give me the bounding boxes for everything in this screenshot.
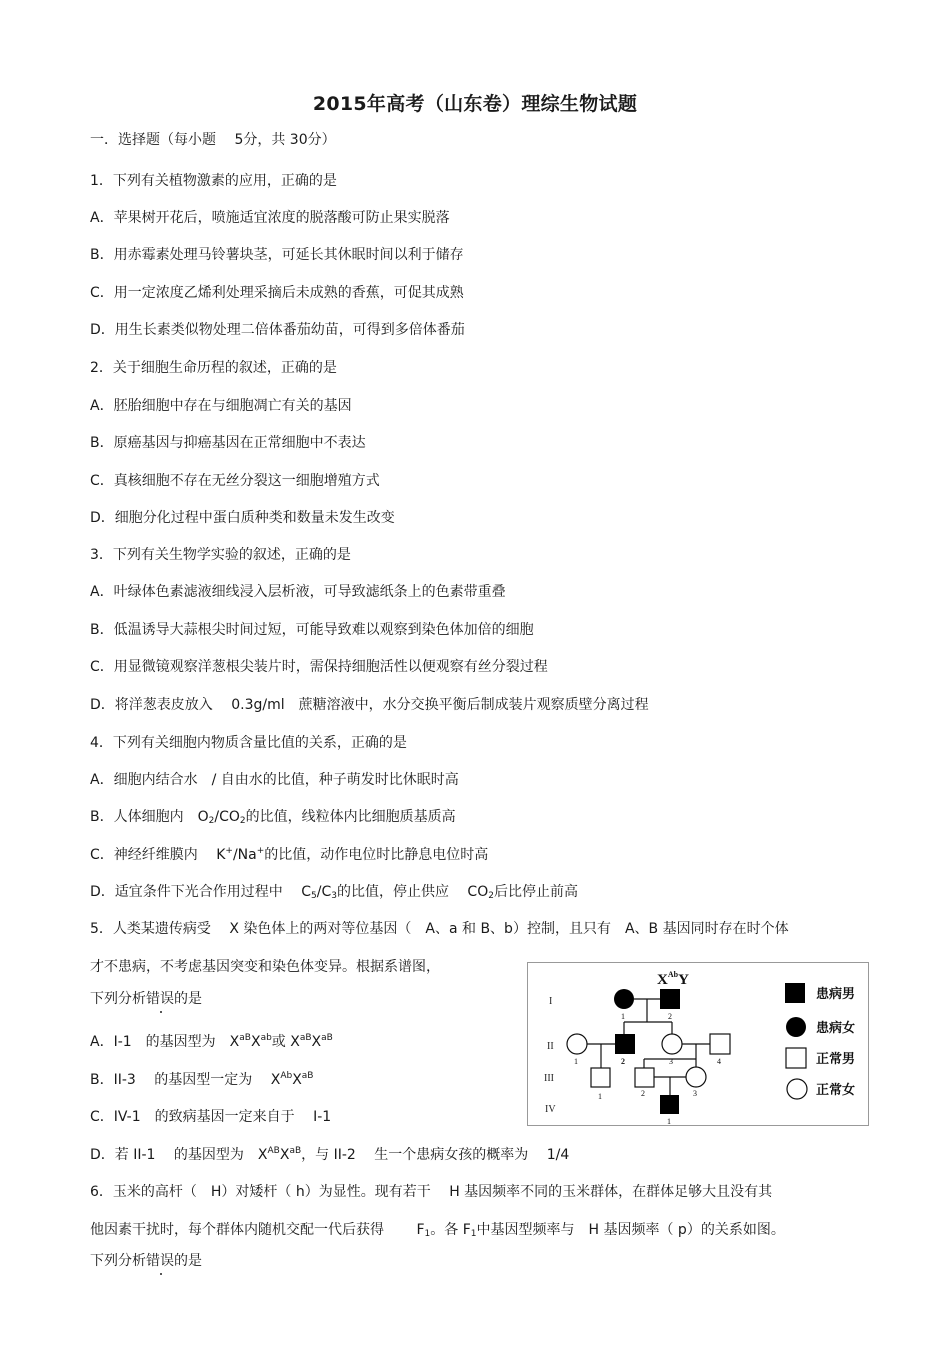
question-6-stem: 6．玉米的高杆（ H）对矮杆（ h）为显性。现有若干 H 基因频率不同的玉米群体，在群体足够大且没有其 (90, 1184, 773, 1200)
person-ii1-normal-female (567, 1034, 587, 1054)
person-ii2-affected-male (615, 1034, 635, 1054)
question-2-stem: 2．关于细胞生命历程的叙述，正确的是 (90, 360, 337, 376)
q2-option-d: D．细胞分化过程中蛋白质种类和数量未发生改变 (90, 510, 395, 526)
question-5-prompt: 下列分析错误 的是 (90, 990, 202, 1008)
label-ii3: 3 (669, 1057, 673, 1066)
q3-option-b: B．低温诱导大蒜根尖时间过短，可能导致难以观察到染色体加倍的细胞 (90, 622, 534, 638)
legend-affected-male-icon (785, 983, 805, 1003)
gen-label-iv: IV (545, 1104, 556, 1115)
q1-option-a: A．苹果树开花后，喷施适宜浓度的脱落酸可防止果实脱落 (90, 210, 450, 226)
q4-option-d: D．适宜条件下光合作用过程中 $C_5/C_3$的比值，停止供应 $CO_2$后比停止前高 (90, 884, 578, 901)
question-5-stem-cont: 才不患病，不考虑基因突变和染色体变异。根据系谱图， (90, 959, 440, 975)
q4-option-a: A．细胞内结合水 / 自由水的比值，种子萌发时比休眠时高 (90, 772, 459, 788)
label-iii2: 2 (641, 1089, 645, 1098)
label-ii2: 2 (621, 1057, 625, 1066)
question-1-stem: 1．下列有关植物激素的应用，正确的是 (90, 173, 337, 189)
emphasis-dot (160, 1011, 162, 1013)
person-iii2-normal-male (635, 1068, 654, 1087)
q3-option-d: D．将洋葱表皮放入 0.3g/ml 蔗糖溶液中，水分交换平衡后制成装片观察质壁分离过程 (90, 697, 649, 713)
person-i2-affected-male (660, 989, 680, 1009)
q2-option-b: B．原癌基因与抑癌基因在正常细胞中不表达 (90, 435, 366, 451)
q1-option-c: C．用一定浓度乙烯利处理采摘后未成熟的香蕉，可促其成熟 (90, 285, 464, 301)
legend-normal-female-icon (787, 1079, 807, 1099)
label-ii4: 4 (717, 1057, 721, 1066)
legend-normal-male: 正常男 (816, 1052, 856, 1067)
q2-option-a: A．胚胎细胞中存在与细胞凋亡有关的基因 (90, 398, 352, 414)
section-heading: 一．选择题（每小题 5分，共 30分） (90, 132, 336, 148)
q1-option-d: D．用生长素类似物处理二倍体番茄幼苗，可得到多倍体番茄 (90, 322, 465, 338)
legend-affected-female: 患病女 (816, 1021, 856, 1036)
gen-label-iii: III (544, 1073, 554, 1084)
emphasis-wrong: 错误 (146, 991, 174, 1007)
question-5-stem: 5．人类某遗传病受 X 染色体上的两对等位基因（ A、a 和 B、b）控制，且只有 A、B 基因同时存在时个体 (90, 921, 789, 937)
pedigree-chart (527, 962, 869, 1126)
label-ii1: 1 (574, 1057, 578, 1066)
page-title: 2015年高考（山东卷）理综生物试题 (312, 93, 638, 115)
person-i1-affected-female (614, 989, 634, 1009)
legend-normal-female: 正常女 (816, 1083, 856, 1098)
q4-option-c: C．神经纤维膜内 K+/Na+的比值，动作电位时比静息电位时高 (90, 846, 489, 863)
label-iii3: 3 (693, 1089, 697, 1098)
genotype-label: $X^{Ab}Y$ (657, 970, 689, 988)
q4-option-b: B．人体细胞内 $O_2/CO_2$的比值，线粒体内比细胞质基质高 (90, 809, 456, 826)
person-iii3-normal-female (686, 1067, 706, 1087)
legend-affected-male: 患病男 (816, 987, 856, 1002)
person-iv1-affected-male (660, 1095, 679, 1114)
q2-option-c: C．真核细胞不存在无丝分裂这一细胞增殖方式 (90, 473, 380, 489)
legend-normal-male-icon (786, 1048, 806, 1068)
q3-option-c: C．用显微镜观察洋葱根尖装片时，需保持细胞活性以便观察有丝分裂过程 (90, 659, 548, 675)
label-iii1: 1 (598, 1092, 602, 1101)
label-i1: 1 (621, 1012, 625, 1021)
question-4-stem: 4．下列有关细胞内物质含量比值的关系，正确的是 (90, 735, 407, 751)
q5-option-c: C．IV-1 的致病基因一定来自于 I-1 (90, 1109, 332, 1125)
question-3-stem: 3．下列有关生物学实验的叙述，正确的是 (90, 547, 351, 563)
question-6-prompt: 下列分析错误 的是 (90, 1252, 202, 1270)
person-ii3-normal-female (662, 1034, 682, 1054)
emphasis-wrong: 错误 (146, 1253, 174, 1269)
gen-label-ii: II (547, 1041, 554, 1052)
q1-option-b: B．用赤霉素处理马铃薯块茎，可延长其休眠时间以利于储存 (90, 247, 464, 263)
q5-option-a: A．I-1 的基因型为 $X^{aB}X^{ab}$或 $X^{aB}X^{aB}$ (90, 1033, 333, 1050)
question-6-stem-cont: 他因素干扰时，每个群体内随机交配一代后获得 $F_1$。各 $F_1$中基因型频率与 H 基因频率（ p）的关系如图。 (90, 1222, 785, 1239)
legend-affected-female-icon (786, 1017, 806, 1037)
q5-option-d: D．若 II-1 的基因型为 $X^{AB}X^{aB}$，与 II-2 生一个患病女孩的概率为 1/4 (90, 1146, 570, 1163)
label-i2: 2 (668, 1012, 672, 1021)
person-ii4-normal-male (710, 1034, 730, 1054)
label-iv1: 1 (667, 1117, 671, 1126)
gen-label-i: I (549, 996, 553, 1007)
emphasis-dot (160, 1273, 162, 1275)
person-iii1-normal-male (591, 1068, 610, 1087)
q5-option-b: B．II-3 的基因型一定为 $X^{Ab}X^{aB}$ (90, 1071, 314, 1088)
q3-option-a: A．叶绿体色素滤液细线浸入层析液，可导致滤纸条上的色素带重叠 (90, 584, 506, 600)
